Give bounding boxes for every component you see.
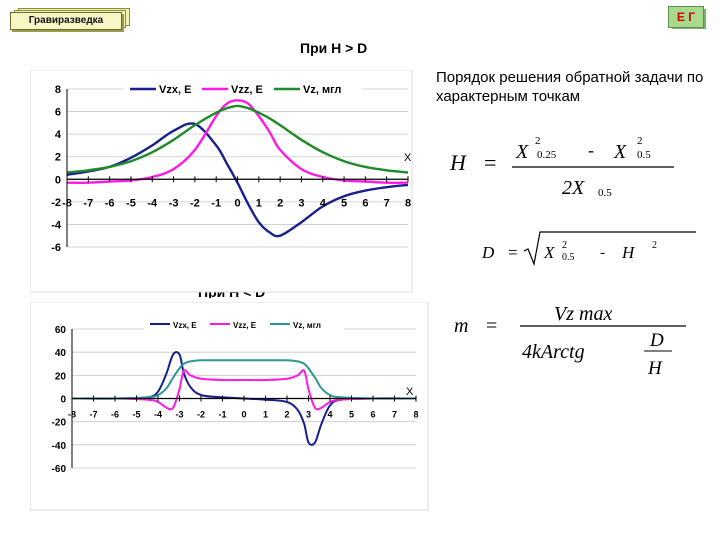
x-tick-label: 6 <box>370 409 376 420</box>
x-axis-label: X <box>406 386 414 398</box>
x-tick-label: 5 <box>341 197 348 210</box>
x-tick-label: -8 <box>67 409 77 420</box>
formula-h-num-a-sub: 0.25 <box>537 149 557 161</box>
x-tick-label: 4 <box>327 409 333 420</box>
y-tick-label: 4 <box>54 129 61 142</box>
chart-bottom <box>30 302 434 516</box>
y-tick-label: 8 <box>54 84 61 96</box>
legend-label-3: Vz, мгл <box>303 84 342 96</box>
chart-bottom-legend <box>144 315 344 331</box>
x-tick-label: -2 <box>189 197 200 210</box>
y-tick-label: -6 <box>51 242 61 254</box>
legend-label-1: Vzx, E <box>159 84 192 96</box>
formula-d-a-sup: 2 <box>562 240 567 251</box>
y-tick-label: 0 <box>60 394 66 406</box>
formula-h-den: 2X <box>562 177 585 199</box>
chart-top <box>30 70 418 298</box>
legend-label-2: Vzz, E <box>231 84 263 96</box>
x-tick-label: -3 <box>175 409 184 420</box>
x-tick-label: -6 <box>110 409 120 420</box>
section-title: При H > D <box>300 40 368 56</box>
x-tick-label: 8 <box>413 409 419 420</box>
header-badge-label: Гравиразведка <box>10 12 122 30</box>
formula-m-num: Vz max <box>554 303 613 325</box>
y-tick-label: 0 <box>54 174 61 187</box>
formula-h-num-a-sup: 2 <box>535 135 541 147</box>
formula-h <box>436 128 716 208</box>
legend-label-2: Vzz, E <box>233 321 257 330</box>
y-tick-label: 2 <box>54 151 61 164</box>
x-tick-label: 6 <box>362 197 369 210</box>
formula-h-num-b: X <box>614 141 627 163</box>
formula-d-minus: - <box>600 245 605 261</box>
x-tick-label: -7 <box>83 197 94 210</box>
chart-top-legend <box>124 80 362 96</box>
x-tick-label: -1 <box>218 409 227 420</box>
header-badge-eg[interactable] <box>668 6 708 30</box>
y-tick-label: 40 <box>54 348 66 360</box>
x-tick-label: 3 <box>305 409 312 420</box>
x-tick-label: -2 <box>196 409 206 420</box>
formula-d-b-sup: 2 <box>652 240 657 251</box>
x-tick-label: 0 <box>234 197 241 210</box>
formula-h-lhs: H <box>450 150 466 175</box>
formula-h-eq: = <box>484 150 497 175</box>
chart-bottom-frame <box>30 302 428 510</box>
x-tick-label: -3 <box>168 197 179 210</box>
y-tick-label: 6 <box>54 106 61 119</box>
x-axis-label: X <box>404 152 412 164</box>
x-tick-label: -4 <box>147 197 158 210</box>
header-badge-gravrazvedka[interactable] <box>10 8 128 30</box>
x-tick-label: 7 <box>391 409 398 420</box>
formula-d <box>436 226 716 272</box>
formula-h-minus: - <box>588 140 594 160</box>
x-tick-label: -7 <box>89 409 98 420</box>
formula-m-den-left: 4kArctg <box>522 341 585 363</box>
x-tick-label: 0 <box>241 409 247 420</box>
formula-d-lhs: D <box>482 243 495 262</box>
formula-m-den-den: H <box>648 358 662 379</box>
legend-label-1: Vzx, E <box>173 321 197 330</box>
x-tick-label: -4 <box>153 409 163 420</box>
x-tick-label: 1 <box>255 197 262 210</box>
x-tick-label: -5 <box>126 197 136 210</box>
header-badge-eg-label: Е Г <box>668 6 704 28</box>
formula-m-den-num: D <box>650 330 664 351</box>
x-tick-label: -8 <box>62 197 72 210</box>
formula-d-eq: = <box>508 243 518 262</box>
x-tick-label: 4 <box>319 197 326 210</box>
x-tick-label: 8 <box>404 197 412 210</box>
y-tick-label: 20 <box>54 371 66 383</box>
y-tick-label: -40 <box>51 440 66 452</box>
y-tick-label: -2 <box>51 196 61 209</box>
x-tick-label: 1 <box>262 409 269 420</box>
y-tick-label: 60 <box>54 325 66 336</box>
method-description: Порядок решения обратной задачи по характерным точкам <box>436 69 704 105</box>
x-tick-label: 3 <box>298 197 305 210</box>
y-tick-label: -4 <box>51 219 61 232</box>
x-tick-label: -6 <box>104 197 115 210</box>
formula-m-eq: = <box>486 315 498 337</box>
x-tick-label: -1 <box>211 197 222 210</box>
x-tick-label: -5 <box>132 409 141 420</box>
x-tick-label: 2 <box>277 197 284 210</box>
formula-h-num-b-sup: 2 <box>637 135 643 147</box>
formula-h-den-sub: 0.5 <box>598 187 612 199</box>
x-tick-label: 5 <box>348 409 355 420</box>
y-tick-label: -20 <box>51 417 66 429</box>
formula-m-lhs: m <box>454 315 469 337</box>
formula-d-b: H <box>622 243 635 262</box>
formula-h-num-b-sub: 0.5 <box>637 149 651 161</box>
x-tick-label: 7 <box>383 197 390 210</box>
formula-d-a: X <box>544 243 555 262</box>
formula-h-num-a: X <box>516 141 529 163</box>
y-tick-label: -60 <box>51 464 66 475</box>
legend-label-3: Vz, мгл <box>293 321 321 330</box>
formula-d-a-sub: 0.5 <box>562 252 575 263</box>
formula-m <box>436 296 716 386</box>
x-tick-label: 2 <box>284 409 290 420</box>
